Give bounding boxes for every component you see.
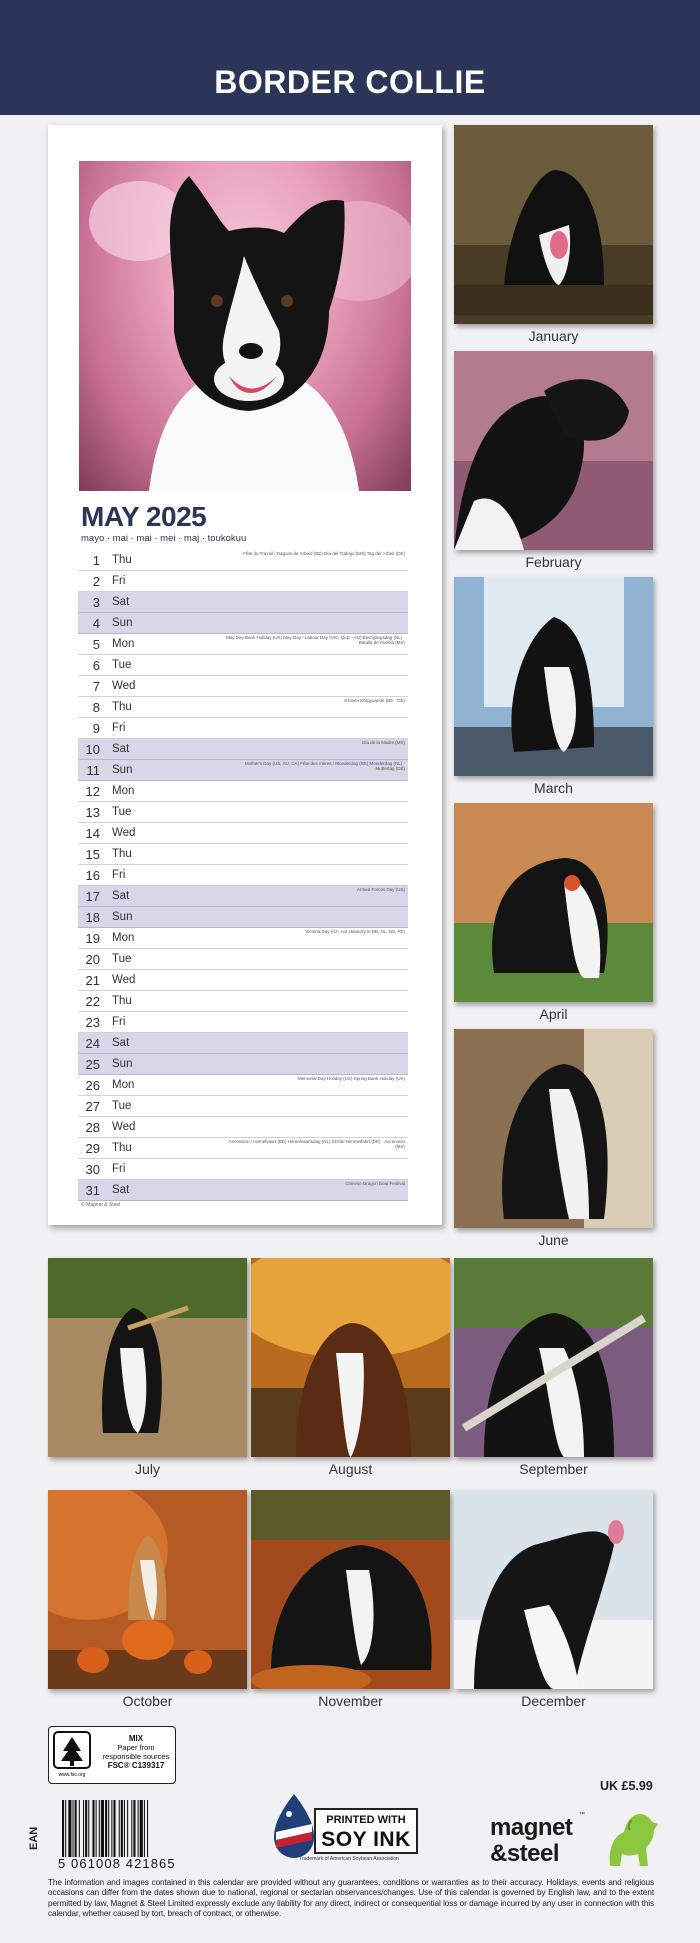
barcode-bar [62,1800,64,1857]
day-name: Thu [112,1142,132,1154]
barcode-bar [108,1800,109,1857]
day-event-note: Armed Forces Day (US) [356,887,405,892]
brand-tm: ™ [579,1812,585,1818]
day-row [78,634,408,655]
day-name: Tue [112,806,132,818]
barcode-bar [73,1800,74,1857]
day-number: 25 [85,1056,100,1072]
may-page-card [48,125,442,1225]
day-number: 17 [85,888,100,904]
day-number: 5 [92,636,100,652]
day-number: 31 [85,1182,100,1198]
month-label-october: October [122,1693,173,1709]
day-row [78,1180,408,1201]
day-row [78,844,408,865]
day-row [78,886,408,907]
month-label-november: November [318,1693,383,1709]
day-name: Sat [112,1037,130,1049]
month-label-december: December [521,1693,586,1709]
day-name: Tue [112,1100,132,1112]
day-event-note: Victoria Day (CA, not statutory in NB, NL, NS, PE) [305,929,405,934]
day-number: 23 [85,1014,100,1030]
barcode-bar [83,1800,84,1857]
month-label-june: June [538,1232,569,1248]
day-name: Sat [112,1184,130,1196]
day-number: 20 [85,951,100,967]
month-label-august: August [328,1461,373,1477]
day-row [78,928,408,949]
barcode-bar [144,1800,145,1857]
barcode-bar [88,1800,89,1857]
day-number: 7 [92,678,100,694]
barcode-bar [119,1800,120,1857]
fsc-license: FSC® C139317 [107,1761,165,1770]
day-event-note: Memorial Day Holiday (US) Spring Bank Holiday (UK) [297,1076,405,1081]
february-photo [454,351,653,550]
month-label-april: April [539,1006,568,1022]
barcode-bar [85,1800,87,1857]
day-name: Fri [112,1163,126,1175]
day-row [78,760,408,781]
fsc-line2: Paper from [117,1743,155,1752]
barcode-bar [99,1800,100,1857]
barcode-bar [131,1800,132,1857]
day-name: Wed [112,680,136,692]
day-row [78,571,408,592]
day-row [78,781,408,802]
month-label-september: September [519,1461,588,1477]
barcode-digits: 5 061008 421865 [58,1856,176,1871]
barcode-bar [92,1800,94,1857]
day-number: 21 [85,972,100,988]
month-label-february: February [525,554,582,570]
day-list [78,550,408,1201]
main-dog-photo [79,161,411,491]
day-event-note: May Day Bank Holiday (UK) May Day / Labour Day (VIC, QLD - AU) Bevrijdingsdag (NL) · Batalla de Puebla (MX) [225,635,405,646]
barcode-bar [138,1800,139,1857]
day-event-note: 8 Ключ Khrgyuande (BE · DE) [344,698,405,703]
day-number: 4 [92,615,100,631]
october-photo [48,1490,247,1689]
barcode-bar [96,1800,97,1857]
june-photo [454,1029,653,1228]
day-name: Mon [112,932,135,944]
month-label-july: July [135,1461,160,1477]
day-name: Fri [112,869,126,881]
day-event-note: Ascension / Hemelvaart (BE) Hemelvaartsdag (NL) Christi Himmelfahrt (DE) · Ascensión (MX) [228,1139,405,1150]
day-number: 14 [85,825,100,841]
green-dog-icon [602,1808,660,1870]
day-row [78,1054,408,1075]
soy-ink-logo [264,1792,434,1866]
barcode-bar [121,1800,123,1857]
day-event-note: Chinese Dragon Boat Festival [345,1181,405,1186]
barcode-bar [124,1800,125,1857]
day-name: Fri [112,722,126,734]
day-number: 10 [85,741,100,757]
day-row [78,865,408,886]
barcode-bar [133,1800,135,1857]
fsc-mix: MIX [128,1734,144,1743]
december-photo [454,1490,653,1689]
day-name: Mon [112,638,135,650]
day-name: Sun [112,911,133,923]
fsc-text [97,1734,175,1770]
day-row [78,655,408,676]
day-row [78,1159,408,1180]
day-number: 29 [85,1140,100,1156]
day-row [78,718,408,739]
barcode-bar [75,1800,77,1857]
day-row [78,1117,408,1138]
day-number: 2 [92,573,100,589]
november-photo [251,1490,450,1689]
day-number: 13 [85,804,100,820]
day-name: Sat [112,890,130,902]
day-name: Sat [112,743,130,755]
header-banner [0,0,700,115]
day-name: Mon [112,1079,135,1091]
day-row [78,613,408,634]
magnet-steel-logo [484,1806,664,1874]
day-row [78,1012,408,1033]
september-photo [454,1258,653,1457]
barcode-bar [111,1800,112,1857]
barcode-bar [105,1800,107,1857]
day-row [78,676,408,697]
month-title: MAY 2025 [81,501,207,532]
august-photo [251,1258,450,1457]
april-photo [454,803,653,1002]
day-number: 12 [85,783,100,799]
day-number: 8 [92,699,100,715]
day-name: Tue [112,953,132,965]
day-row [78,970,408,991]
day-row [78,1096,408,1117]
march-photo [454,577,653,776]
calendar-title: BORDER COLLIE [214,64,486,100]
day-name: Fri [112,575,126,587]
day-row [78,907,408,928]
day-number: 22 [85,993,100,1009]
day-event-note: Fête du Travail / Dagvan de Arbeid (BE) Día del Trabajo (MX) Tag der Arbeit (DE) [243,551,405,556]
day-event-note: Día de la Madre (MX) [361,740,405,745]
day-number: 15 [85,846,100,862]
day-number: 24 [85,1035,100,1051]
copyright: © Magnet & Steel [81,1202,121,1208]
price: UK £5.99 [600,1779,653,1793]
month-label-january: January [528,328,579,344]
fsc-line3: responsible sources [102,1752,170,1761]
day-row [78,1075,408,1096]
day-name: Sun [112,617,133,629]
day-number: 3 [92,594,100,610]
day-name: Sun [112,764,133,776]
day-number: 30 [85,1161,100,1177]
barcode-bar [101,1800,104,1857]
barcode-bar [140,1800,143,1857]
january-photo [454,125,653,324]
day-name: Thu [112,995,132,1007]
day-number: 26 [85,1077,100,1093]
soy-trademark: Trademark of American Soybean Association [299,1856,399,1862]
day-event-note: Mother's Day (US, AU, CA) Fête des mères / Moederdag (BE) Moederdag (NL) · Muttertag (DE) [244,761,405,772]
barcode-bar [127,1800,128,1857]
day-number: 18 [85,909,100,925]
fsc-certification-badge [48,1726,176,1784]
ean-label: EAN [28,1826,40,1850]
barcode-bar [68,1800,71,1857]
day-number: 16 [85,867,100,883]
legal-disclaimer: The information and images contained in this calendar are provided without any guarantees, conditions or warranties as to their accuracy. Holidays, events and religious occasions can differ from the dates shown due to national, regional or sectarian observances/changes. Use of this calendar is governed by English law, and to the extent permitted by law, Magnet & Steel Limited expressly exclude any liability for any direct, indirect or consequential loss or damage incurred by any user in connection with this calendar, whether caused by tort, breach of contract, or otherwise. [48,1878,654,1918]
brand-line1: magnet [490,1814,573,1841]
day-number: 27 [85,1098,100,1114]
day-row [78,1138,408,1159]
soy-line2: SOY INK [321,1828,411,1851]
day-row [78,949,408,970]
day-name: Wed [112,974,136,986]
day-row [78,991,408,1012]
day-number: 6 [92,657,100,673]
day-name: Wed [112,827,136,839]
day-name: Thu [112,701,132,713]
day-number: 28 [85,1119,100,1135]
day-row [78,592,408,613]
barcode-bar [79,1800,80,1857]
day-name: Wed [112,1121,136,1133]
day-number: 1 [92,552,100,568]
day-name: Tue [112,659,132,671]
day-row [78,739,408,760]
barcode-bar [65,1800,66,1857]
day-row [78,802,408,823]
day-name: Sun [112,1058,133,1070]
day-name: Fri [112,1016,126,1028]
brand-line2: &steel [490,1840,560,1867]
day-name: Sat [112,596,130,608]
barcode-bar [113,1800,115,1857]
month-label-march: March [534,780,573,796]
fsc-site: www.fsc.org [58,1772,86,1778]
fsc-tree-icon [53,1731,91,1779]
day-row [78,697,408,718]
day-row [78,550,408,571]
soy-line1: PRINTED WITH [326,1814,406,1826]
day-number: 19 [85,930,100,946]
july-photo [48,1258,247,1457]
soy-ink-text-box [314,1808,418,1854]
day-row [78,823,408,844]
barcode [62,1800,198,1857]
barcode-bar [147,1800,148,1857]
day-number: 9 [92,720,100,736]
day-name: Mon [112,785,135,797]
day-row [78,1033,408,1054]
day-name: Thu [112,848,132,860]
day-number: 11 [86,762,100,778]
month-translations: mayo · mai · mai · mei · maj · toukokuu [81,533,247,544]
day-name: Thu [112,554,132,566]
